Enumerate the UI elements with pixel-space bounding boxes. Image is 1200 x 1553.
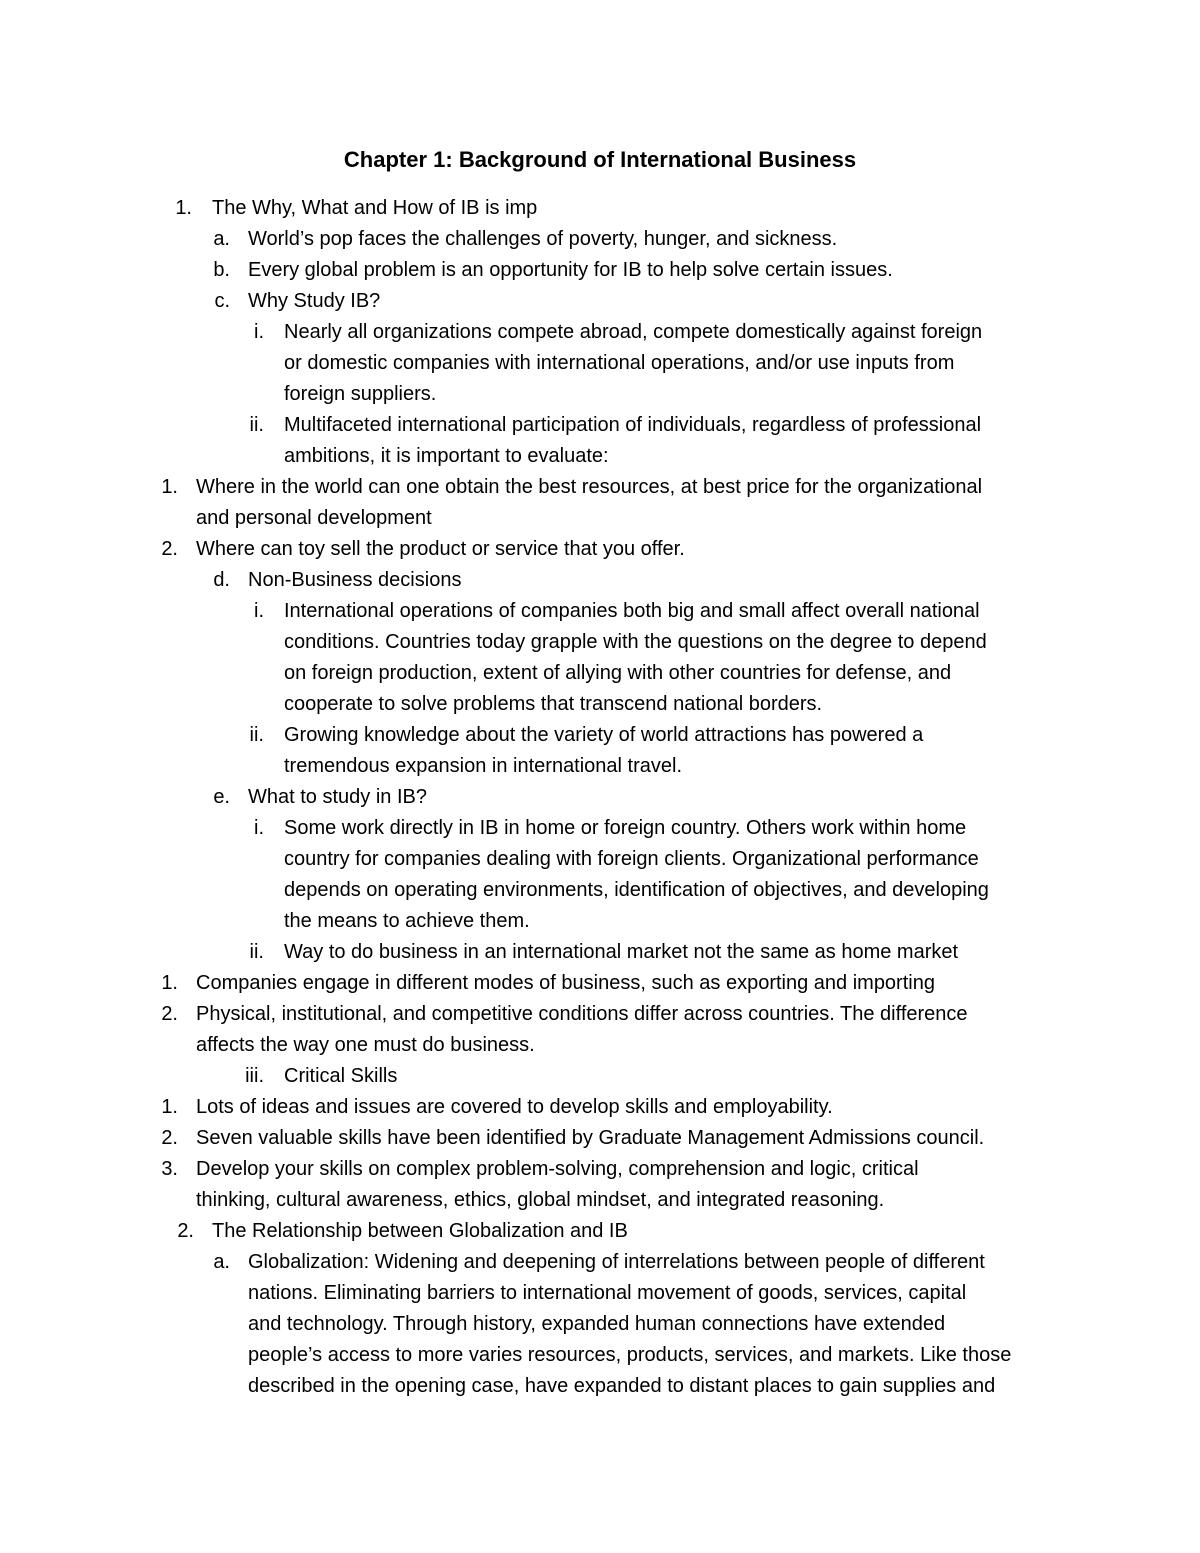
list-item-text-line: described in the opening case, have expanded to distant places to gain supplies and xyxy=(248,1375,996,1397)
list-item xyxy=(0,782,1200,813)
list-marker: 1. xyxy=(161,972,178,994)
list-marker: i. xyxy=(254,817,264,839)
list-item-text-line: conditions. Countries today grapple with the questions on the degree to depend xyxy=(284,631,987,653)
list-item-text-line: on foreign production, extent of allying with other countries for defense, and xyxy=(284,662,952,684)
list-item-text-line: World’s pop faces the challenges of poverty, hunger, and sickness. xyxy=(248,228,838,250)
list-marker: b. xyxy=(213,259,230,281)
list-marker: 2. xyxy=(161,538,178,560)
list-item xyxy=(0,317,1200,410)
list-item-text-line: Physical, institutional, and competitive conditions differ across countries. The difference xyxy=(196,1003,968,1025)
list-item-text-line: Critical Skills xyxy=(284,1065,398,1087)
list-marker: 2. xyxy=(177,1220,194,1242)
list-item-text-line: The Relationship between Globalization and IB xyxy=(212,1220,628,1242)
list-marker: a. xyxy=(213,1251,230,1273)
list-item-text-line: cooperate to solve problems that transcend national borders. xyxy=(284,693,823,715)
list-marker: 1. xyxy=(161,476,178,498)
list-marker: ii. xyxy=(249,724,264,746)
list-item-text-line: ambitions, it is important to evaluate: xyxy=(284,445,609,467)
list-item xyxy=(0,968,1200,999)
list-item xyxy=(0,193,1200,224)
list-item-text-line: International operations of companies both big and small affect overall national xyxy=(284,600,980,622)
list-marker: i. xyxy=(254,600,264,622)
list-item xyxy=(0,999,1200,1061)
list-item-text-line: Seven valuable skills have been identified by Graduate Management Admissions council. xyxy=(196,1127,985,1149)
list-marker: 1. xyxy=(161,1096,178,1118)
list-item xyxy=(0,1216,1200,1247)
list-item xyxy=(0,1061,1200,1092)
list-item-text-line: Non-Business decisions xyxy=(248,569,462,591)
list-item-text-line: Multifaceted international participation of individuals, regardless of professional xyxy=(284,414,982,436)
list-marker: iii. xyxy=(245,1065,264,1087)
list-item-text-line: Where can toy sell the product or service that you offer. xyxy=(196,538,685,560)
page-title: Chapter 1: Background of International Business xyxy=(343,147,857,172)
list-item-text-line: and personal development xyxy=(196,507,432,529)
list-item-text-line: Develop your skills on complex problem-solving, comprehension and logic, critical xyxy=(196,1158,919,1180)
list-marker: 2. xyxy=(161,1127,178,1149)
list-marker: a. xyxy=(213,228,230,250)
list-item xyxy=(0,1092,1200,1123)
list-item-text-line: or domestic companies with international operations, and/or use inputs from xyxy=(284,352,955,374)
list-item-text-line: Lots of ideas and issues are covered to develop skills and employability. xyxy=(196,1096,833,1118)
list-marker: 1. xyxy=(175,197,192,219)
list-marker: d. xyxy=(213,569,230,591)
list-marker: ii. xyxy=(249,414,264,436)
list-item-text-line: Every global problem is an opportunity for IB to help solve certain issues. xyxy=(248,259,893,281)
list-item xyxy=(0,813,1200,937)
list-marker: ii. xyxy=(249,941,264,963)
list-item xyxy=(0,255,1200,286)
list-item-text-line: country for companies dealing with foreign clients. Organizational performance xyxy=(284,848,979,870)
list-item-text-line: people’s access to more varies resources, products, services, and markets. Like those xyxy=(248,1344,1012,1366)
list-item-text-line: nations. Eliminating barriers to international movement of goods, services, capital xyxy=(248,1282,967,1304)
list-item xyxy=(0,1123,1200,1154)
list-item-text-line: Growing knowledge about the variety of world attractions has powered a xyxy=(284,724,924,746)
list-item-text-line: Companies engage in different modes of business, such as exporting and importing xyxy=(196,972,935,994)
list-item xyxy=(0,224,1200,255)
list-item xyxy=(0,1247,1200,1402)
list-marker: c. xyxy=(214,290,230,312)
list-item-text-line: Some work directly in IB in home or foreign country. Others work within home xyxy=(284,817,967,839)
list-item-text-line: foreign suppliers. xyxy=(284,383,437,405)
list-item-text-line: Globalization: Widening and deepening of interrelations between people of different xyxy=(248,1251,985,1273)
list-item xyxy=(0,410,1200,472)
list-marker: 2. xyxy=(161,1003,178,1025)
list-marker: e. xyxy=(213,786,230,808)
list-item-text-line: Nearly all organizations compete abroad, compete domestically against foreign xyxy=(284,321,983,343)
list-item xyxy=(0,720,1200,782)
list-item-text-line: affects the way one must do business. xyxy=(196,1034,535,1056)
list-item-text-line: What to study in IB? xyxy=(248,786,427,808)
list-item-text-line: Way to do business in an international market not the same as home market xyxy=(284,941,959,963)
list-item xyxy=(0,534,1200,565)
list-marker: i. xyxy=(254,321,264,343)
list-item xyxy=(0,1154,1200,1216)
list-item xyxy=(0,596,1200,720)
list-item-text-line: The Why, What and How of IB is imp xyxy=(212,197,538,219)
list-item-text-line: and technology. Through history, expanded human connections have extended xyxy=(248,1313,946,1335)
list-item xyxy=(0,472,1200,534)
list-item-text-line: Why Study IB? xyxy=(248,290,381,312)
list-item-text-line: the means to achieve them. xyxy=(284,910,530,932)
list-item-text-line: tremendous expansion in international travel. xyxy=(284,755,683,777)
list-item xyxy=(0,937,1200,968)
list-item xyxy=(0,565,1200,596)
list-item-text-line: thinking, cultural awareness, ethics, global mindset, and integrated reasoning. xyxy=(196,1189,885,1211)
list-item-text-line: Where in the world can one obtain the best resources, at best price for the organizational xyxy=(196,476,983,498)
list-marker: 3. xyxy=(161,1158,178,1180)
list-item xyxy=(0,286,1200,317)
list-item-text-line: depends on operating environments, identification of objectives, and developing xyxy=(284,879,989,901)
